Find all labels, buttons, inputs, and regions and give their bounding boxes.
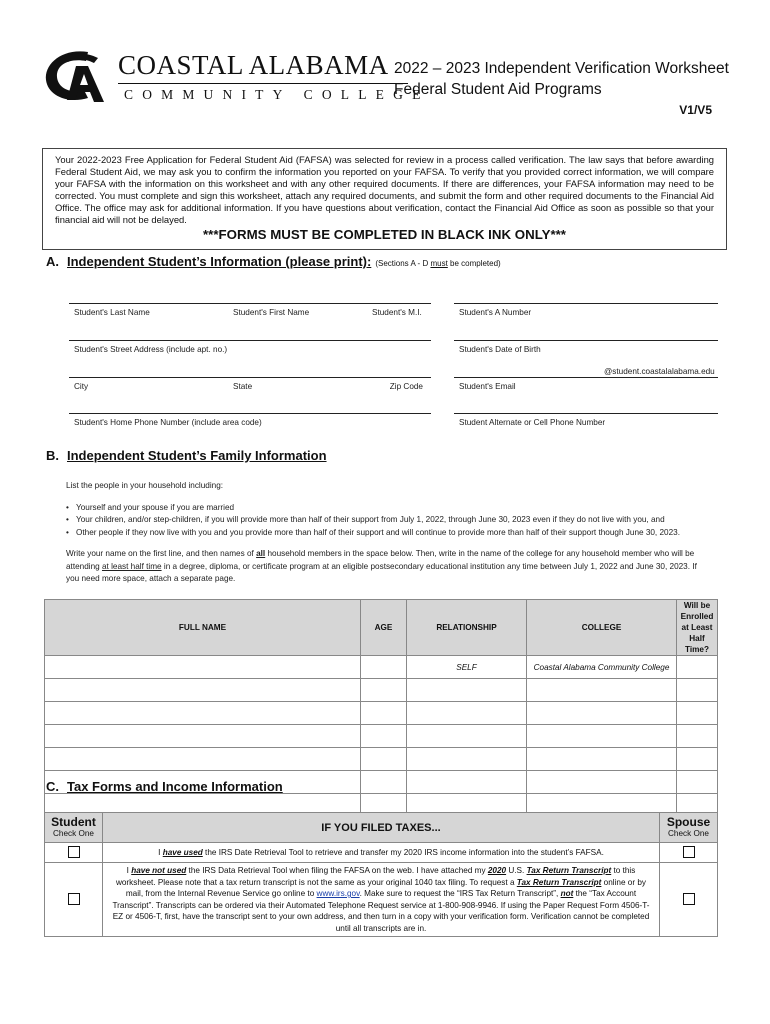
zip-code-field[interactable]: Zip Code bbox=[367, 377, 431, 391]
student-drt-used-cell bbox=[45, 843, 103, 863]
table-row bbox=[45, 863, 718, 937]
full-name-cell[interactable] bbox=[45, 679, 361, 702]
college-cell[interactable] bbox=[527, 771, 677, 794]
section-c-title: Tax Forms and Income Information bbox=[67, 779, 283, 794]
college-logo-mark-icon bbox=[42, 46, 114, 106]
college-subtitle: COMMUNITY COLLEGE bbox=[124, 87, 430, 102]
enrolled-cell[interactable] bbox=[677, 748, 718, 771]
tax-table-header bbox=[45, 813, 718, 843]
section-a-title: Independent Student’s Information (please print): bbox=[67, 254, 372, 269]
student-drt-not-used-cell bbox=[45, 863, 103, 937]
section-b-title: Independent Student’s Family Information bbox=[67, 448, 327, 463]
spouse-drt-used-cell bbox=[660, 843, 718, 863]
age-cell[interactable] bbox=[361, 702, 407, 725]
section-c-letter: C. bbox=[46, 779, 59, 794]
col-enrolled-half-time: Will be Enrolled at Least Half Time? bbox=[677, 600, 718, 656]
section-a-letter: A. bbox=[46, 254, 59, 269]
household-list-intro: List the people in your household including: bbox=[66, 481, 224, 490]
age-cell[interactable] bbox=[361, 771, 407, 794]
table-row bbox=[45, 843, 718, 863]
col-college: COLLEGE bbox=[527, 600, 677, 656]
section-a-note: (Sections A - D must be completed) bbox=[375, 259, 501, 268]
a-number-field[interactable]: Student's A Number bbox=[454, 303, 718, 317]
spouse-column-header: Spouse Check One bbox=[660, 813, 718, 843]
spouse-drt-used-checkbox[interactable] bbox=[683, 846, 695, 858]
date-of-birth-field[interactable]: Student's Date of Birth bbox=[454, 340, 718, 354]
home-phone-field[interactable]: Student's Home Phone Number (include area code) bbox=[69, 413, 431, 427]
section-a-heading bbox=[46, 254, 501, 269]
alternate-phone-field[interactable]: Student Alternate or Cell Phone Number bbox=[454, 413, 718, 427]
enrolled-cell[interactable] bbox=[677, 725, 718, 748]
table-row bbox=[45, 656, 718, 679]
student-column-header: Student Check One bbox=[45, 813, 103, 843]
city-field[interactable]: City bbox=[69, 377, 229, 391]
version-label: V1/V5 bbox=[679, 103, 712, 117]
table-row bbox=[45, 725, 718, 748]
section-c-heading bbox=[46, 779, 283, 794]
logo-divider bbox=[118, 83, 408, 84]
college-cell[interactable] bbox=[527, 679, 677, 702]
household-bullet: • Yourself and your spouse if you are married bbox=[76, 502, 706, 515]
household-bullets bbox=[66, 502, 706, 540]
drt-used-text: I have used the IRS Date Retrieval Tool to retrieve and transfer my 2020 IRS income information into the student’s FAFSA. bbox=[103, 843, 660, 863]
col-relationship: RELATIONSHIP bbox=[407, 600, 527, 656]
worksheet-title bbox=[394, 58, 729, 100]
email-field[interactable]: Student's Email bbox=[454, 377, 718, 391]
street-address-field[interactable]: Student's Street Address (include apt. no.) bbox=[69, 340, 431, 354]
enrolled-cell[interactable] bbox=[677, 656, 718, 679]
relationship-cell[interactable] bbox=[407, 725, 527, 748]
col-age: AGE bbox=[361, 600, 407, 656]
intro-text: Your 2022-2023 Free Application for Federal Student Aid (FAFSA) was selected for review in a process called verification. The law says that before awarding Federal Student Aid, we may ask you to confirm the information you reported on your FAFSA. To verify that you provided correct information, we will compare your FAFSA with the information on this worksheet and with any other required documents. If there are differences, your FAFSA information may need to be corrected. You must complete and sign this worksheet, attach any required documents, and submit the form and other required documents to the Financial Aid Office. The office may ask for additional information. If you have questions about verification, contact the Financial Aid Office as soon as possible so that your financial aid will not be delayed. bbox=[55, 154, 714, 225]
col-full-name: FULL NAME bbox=[45, 600, 361, 656]
black-ink-warning: ***FORMS MUST BE COMPLETED IN BLACK INK ONLY*** bbox=[203, 227, 566, 242]
middle-initial-field[interactable]: Student's M.I. bbox=[367, 303, 431, 317]
college-name: COASTAL ALABAMA bbox=[118, 50, 389, 80]
worksheet-title-line2: Federal Student Aid Programs bbox=[394, 81, 602, 98]
enrolled-cell[interactable] bbox=[677, 702, 718, 725]
relationship-cell: SELF bbox=[407, 656, 527, 679]
relationship-cell[interactable] bbox=[407, 748, 527, 771]
full-name-cell[interactable] bbox=[45, 748, 361, 771]
table-row bbox=[45, 702, 718, 725]
worksheet-title-line1: 2022 – 2023 Independent Verification Worksheet bbox=[394, 60, 729, 77]
college-cell[interactable] bbox=[527, 725, 677, 748]
section-b-heading bbox=[46, 448, 327, 463]
college-logo bbox=[42, 46, 430, 106]
enrolled-cell[interactable] bbox=[677, 679, 718, 702]
age-cell[interactable] bbox=[361, 679, 407, 702]
student-drt-used-checkbox[interactable] bbox=[68, 846, 80, 858]
tax-forms-table bbox=[44, 812, 718, 937]
full-name-cell[interactable] bbox=[45, 725, 361, 748]
college-cell[interactable] bbox=[527, 702, 677, 725]
email-domain-suffix: @student.coastalalabama.edu bbox=[604, 367, 715, 376]
relationship-cell[interactable] bbox=[407, 702, 527, 725]
student-drt-not-used-checkbox[interactable] bbox=[68, 893, 80, 905]
spouse-drt-not-used-cell bbox=[660, 863, 718, 937]
household-bullet: • Your children, and/or step-children, if you will provide more than half of their support from July 1, 2022, through June 30, 2023 even if they do not live with you, and bbox=[76, 514, 706, 527]
table-row bbox=[45, 679, 718, 702]
college-cell: Coastal Alabama Community College bbox=[527, 656, 677, 679]
relationship-cell[interactable] bbox=[407, 771, 527, 794]
last-name-field[interactable]: Student's Last Name bbox=[69, 303, 229, 317]
section-b-letter: B. bbox=[46, 448, 59, 463]
relationship-cell[interactable] bbox=[407, 679, 527, 702]
full-name-cell[interactable] bbox=[45, 656, 361, 679]
household-write-instructions: Write your name on the first line, and then names of all household members in the space below. Then, write in the name of the college for any household member who will be attending at least half time in a degree, diploma, or certificate program at an eligible postsecondary educational institution any time between July 1, 2022 and June 30, 2023. If you need more space, attach a separate page. bbox=[66, 549, 697, 583]
age-cell[interactable] bbox=[361, 725, 407, 748]
household-instructions bbox=[66, 480, 706, 586]
household-table-header bbox=[45, 600, 718, 656]
college-cell[interactable] bbox=[527, 748, 677, 771]
age-cell[interactable] bbox=[361, 656, 407, 679]
filed-taxes-header: IF YOU FILED TAXES... bbox=[103, 813, 660, 843]
irs-link[interactable]: www.irs.gov bbox=[316, 889, 360, 898]
table-row bbox=[45, 748, 718, 771]
household-bullet: • Other people if they now live with you and you provide more than half of their support and will continue to provide more than half of their support though June 30, 2023. bbox=[76, 527, 706, 540]
full-name-cell[interactable] bbox=[45, 702, 361, 725]
spouse-drt-not-used-checkbox[interactable] bbox=[683, 893, 695, 905]
first-name-field[interactable]: Student's First Name bbox=[228, 303, 368, 317]
age-cell[interactable] bbox=[361, 748, 407, 771]
drt-not-used-text: I have not used the IRS Data Retrieval Tool when filing the FAFSA on the web. I have attached my 2020 U.S. Tax Return Transcript to this worksheet. Please note that a tax return transcript is not the same as your original 1040 tax filing. To request a Tax Return Transcript online or by mail, from the Internal Revenue Service go online to www.irs.gov. Make sure to request the “IRS Tax Return Transcript”, not the “Tax Account Transcript”. Transcripts can be ordered via their Automated Telephone Request service at 1-800-908-9946. If using the Paper Request Form 4506-T-EZ or 4506-T, first, have the transcript sent to your own address, and then turn in a copy with your verification form. Verification cannot be completed until all transcripts are in. bbox=[103, 863, 660, 937]
state-field[interactable]: State bbox=[228, 377, 368, 391]
intro-box bbox=[42, 148, 727, 250]
enrolled-cell[interactable] bbox=[677, 771, 718, 794]
